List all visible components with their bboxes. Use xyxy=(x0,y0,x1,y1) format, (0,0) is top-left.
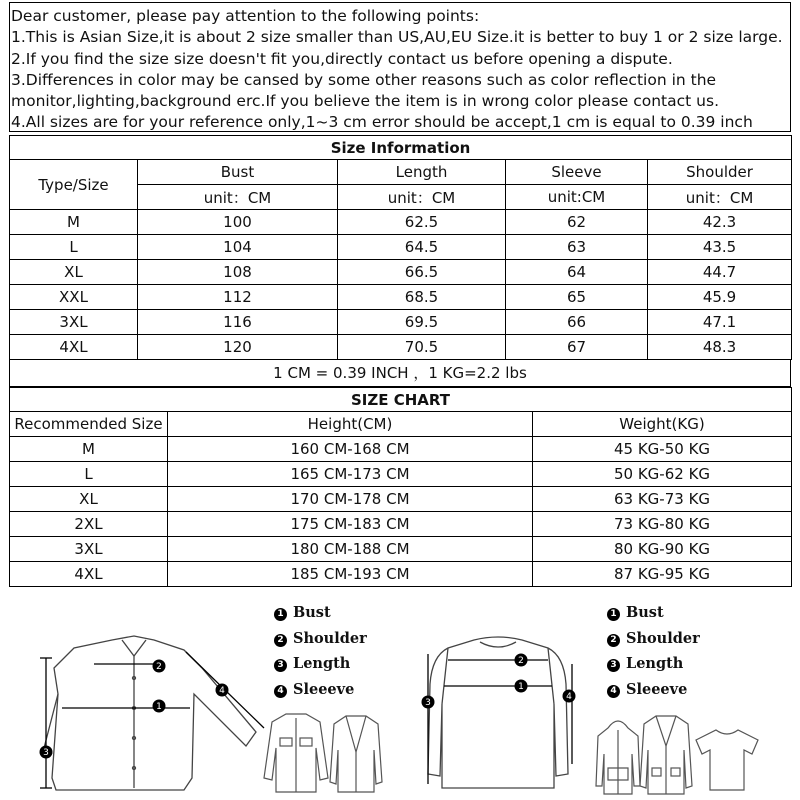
number-badge: 2 xyxy=(607,634,620,647)
legend-label: Length xyxy=(293,655,351,672)
notes-line: 4.All sizes are for your reference only,1~3 cm error should be accept,1 cm is equal to 0.39 inch xyxy=(11,113,753,132)
cell: L xyxy=(10,462,168,487)
table-row xyxy=(10,537,792,562)
cell: 108 xyxy=(138,260,338,285)
cell: 73 KG-80 KG xyxy=(533,512,792,537)
blazer-icon xyxy=(328,712,384,796)
cell: 50 KG-62 KG xyxy=(533,462,792,487)
cell: 65 xyxy=(506,285,648,310)
number-badge: 4 xyxy=(274,685,287,698)
table-row xyxy=(10,310,792,335)
cell: 3XL xyxy=(10,310,138,335)
size-info-title: Size Information xyxy=(10,136,792,160)
table-row xyxy=(10,235,792,260)
legend-item xyxy=(607,677,700,703)
cell: 70.5 xyxy=(338,335,506,360)
cell: XXL xyxy=(10,285,138,310)
size-info-table xyxy=(9,135,792,360)
table-row xyxy=(10,260,792,285)
legend-label: Bust xyxy=(626,604,664,621)
cell: 104 xyxy=(138,235,338,260)
number-badge: 1 xyxy=(607,608,620,621)
cell: XL xyxy=(10,487,168,512)
number-badge: 3 xyxy=(274,659,287,672)
svg-text:2: 2 xyxy=(518,656,524,666)
cell: 175 CM-183 CM xyxy=(168,512,533,537)
legend-label: Sleeeve xyxy=(293,680,355,698)
legend-label: Bust xyxy=(293,604,331,621)
number-badge: 2 xyxy=(274,634,287,647)
unit-conversion: 1 CM = 0.39 INCH ，1 KG=2.2 lbs xyxy=(9,359,791,387)
cell: 47.1 xyxy=(648,310,792,335)
measure-marker xyxy=(153,660,166,673)
cell: 165 CM-173 CM xyxy=(168,462,533,487)
cell: 170 CM-178 CM xyxy=(168,487,533,512)
cell: 2XL xyxy=(10,512,168,537)
type-size-label: Type/Size xyxy=(10,160,138,210)
cell: 44.7 xyxy=(648,260,792,285)
shirt-diagram-icon xyxy=(34,628,274,798)
cell: M xyxy=(10,437,168,462)
legend-label: Length xyxy=(626,655,684,672)
measure-marker xyxy=(422,696,435,709)
cell: 3XL xyxy=(10,537,168,562)
cell: 62.5 xyxy=(338,210,506,235)
measure-marker xyxy=(563,690,576,703)
legend-right xyxy=(607,600,700,702)
notes xyxy=(11,6,791,134)
cell: 64 xyxy=(506,260,648,285)
measure-marker xyxy=(515,654,528,667)
size-chart-title: SIZE CHART xyxy=(10,388,792,412)
col-unit: unit：CM xyxy=(648,185,792,210)
cell: 43.5 xyxy=(648,235,792,260)
table-row xyxy=(10,562,792,587)
measure-marker xyxy=(40,746,53,759)
cell: 62 xyxy=(506,210,648,235)
col-header: Recommended Size xyxy=(10,412,168,437)
cell: L xyxy=(10,235,138,260)
table-row xyxy=(10,285,792,310)
legend-label: Shoulder xyxy=(293,629,367,647)
cell: 66 xyxy=(506,310,648,335)
notes-line: 2.If you find the size size doesn't fit you,directly contact us before opening a dispute. xyxy=(11,49,673,68)
col-header: Weight(KG) xyxy=(533,412,792,437)
col-unit: unit：CM xyxy=(138,185,338,210)
svg-text:3: 3 xyxy=(425,698,431,708)
number-badge: 3 xyxy=(607,659,620,672)
measure-marker xyxy=(153,700,166,713)
measure-marker xyxy=(515,680,528,693)
cell: 48.3 xyxy=(648,335,792,360)
cell: 4XL xyxy=(10,562,168,587)
table-row xyxy=(10,210,792,235)
table-row xyxy=(10,437,792,462)
cell: 64.5 xyxy=(338,235,506,260)
legend-item xyxy=(274,677,367,703)
svg-text:1: 1 xyxy=(518,682,524,692)
col-header: Bust xyxy=(138,160,338,185)
legend-item xyxy=(274,626,367,652)
cell: 4XL xyxy=(10,335,138,360)
notes-line: 1.This is Asian Size,it is about 2 size smaller than US,AU,EU Size.it is better to buy 1 or 2 size large. xyxy=(11,28,783,47)
notes-line: monitor,lighting,background erc.If you believe the item is in wrong color please contact us. xyxy=(11,92,719,111)
col-header: Length xyxy=(338,160,506,185)
cell: 100 xyxy=(138,210,338,235)
cell: 120 xyxy=(138,335,338,360)
legend-label: Shoulder xyxy=(626,629,700,647)
table-row xyxy=(10,462,792,487)
cell: 63 xyxy=(506,235,648,260)
cell: 112 xyxy=(138,285,338,310)
legend-item xyxy=(607,651,700,677)
table-row xyxy=(10,512,792,537)
tshirt-icon xyxy=(692,726,762,794)
table-row xyxy=(10,487,792,512)
jacket-icon xyxy=(262,708,330,798)
legend-item xyxy=(274,651,367,677)
cell: 160 CM-168 CM xyxy=(168,437,533,462)
svg-text:4: 4 xyxy=(566,692,572,702)
number-badge: 4 xyxy=(607,685,620,698)
cell: 42.3 xyxy=(648,210,792,235)
svg-text:3: 3 xyxy=(43,748,49,758)
measure-marker xyxy=(216,684,229,697)
hoodie-icon xyxy=(594,714,642,798)
legend-item xyxy=(607,600,700,626)
col-header: Sleeve xyxy=(506,160,648,185)
col-header: Shoulder xyxy=(648,160,792,185)
size-chart-table xyxy=(9,387,792,587)
cell: 68.5 xyxy=(338,285,506,310)
cell: 180 CM-188 CM xyxy=(168,537,533,562)
cardigan-icon xyxy=(638,712,694,798)
col-unit: unit:CM xyxy=(506,185,648,210)
cell: 87 KG-95 KG xyxy=(533,562,792,587)
legend-item xyxy=(274,600,367,626)
legend-label: Sleeeve xyxy=(626,680,688,698)
svg-text:2: 2 xyxy=(156,662,162,672)
col-unit: unit：CM xyxy=(338,185,506,210)
col-header: Height(CM) xyxy=(168,412,533,437)
notes-line: Dear customer, please pay attention to the following points: xyxy=(11,7,480,25)
cell: 67 xyxy=(506,335,648,360)
cell: 45.9 xyxy=(648,285,792,310)
legend-left xyxy=(274,600,367,702)
notes-line: 3.Differences in color may be cansed by some other reasons such as color reflection in the xyxy=(11,70,717,89)
cell: 185 CM-193 CM xyxy=(168,562,533,587)
sweater-diagram-icon xyxy=(418,634,588,798)
table-row xyxy=(10,335,792,360)
cell: 80 KG-90 KG xyxy=(533,537,792,562)
cell: 66.5 xyxy=(338,260,506,285)
cell: 116 xyxy=(138,310,338,335)
cell: M xyxy=(10,210,138,235)
cell: 69.5 xyxy=(338,310,506,335)
number-badge: 1 xyxy=(274,608,287,621)
legend-item xyxy=(607,626,700,652)
svg-text:4: 4 xyxy=(219,686,225,696)
svg-text:1: 1 xyxy=(156,702,162,712)
cell: 63 KG-73 KG xyxy=(533,487,792,512)
cell: 45 KG-50 KG xyxy=(533,437,792,462)
cell: XL xyxy=(10,260,138,285)
